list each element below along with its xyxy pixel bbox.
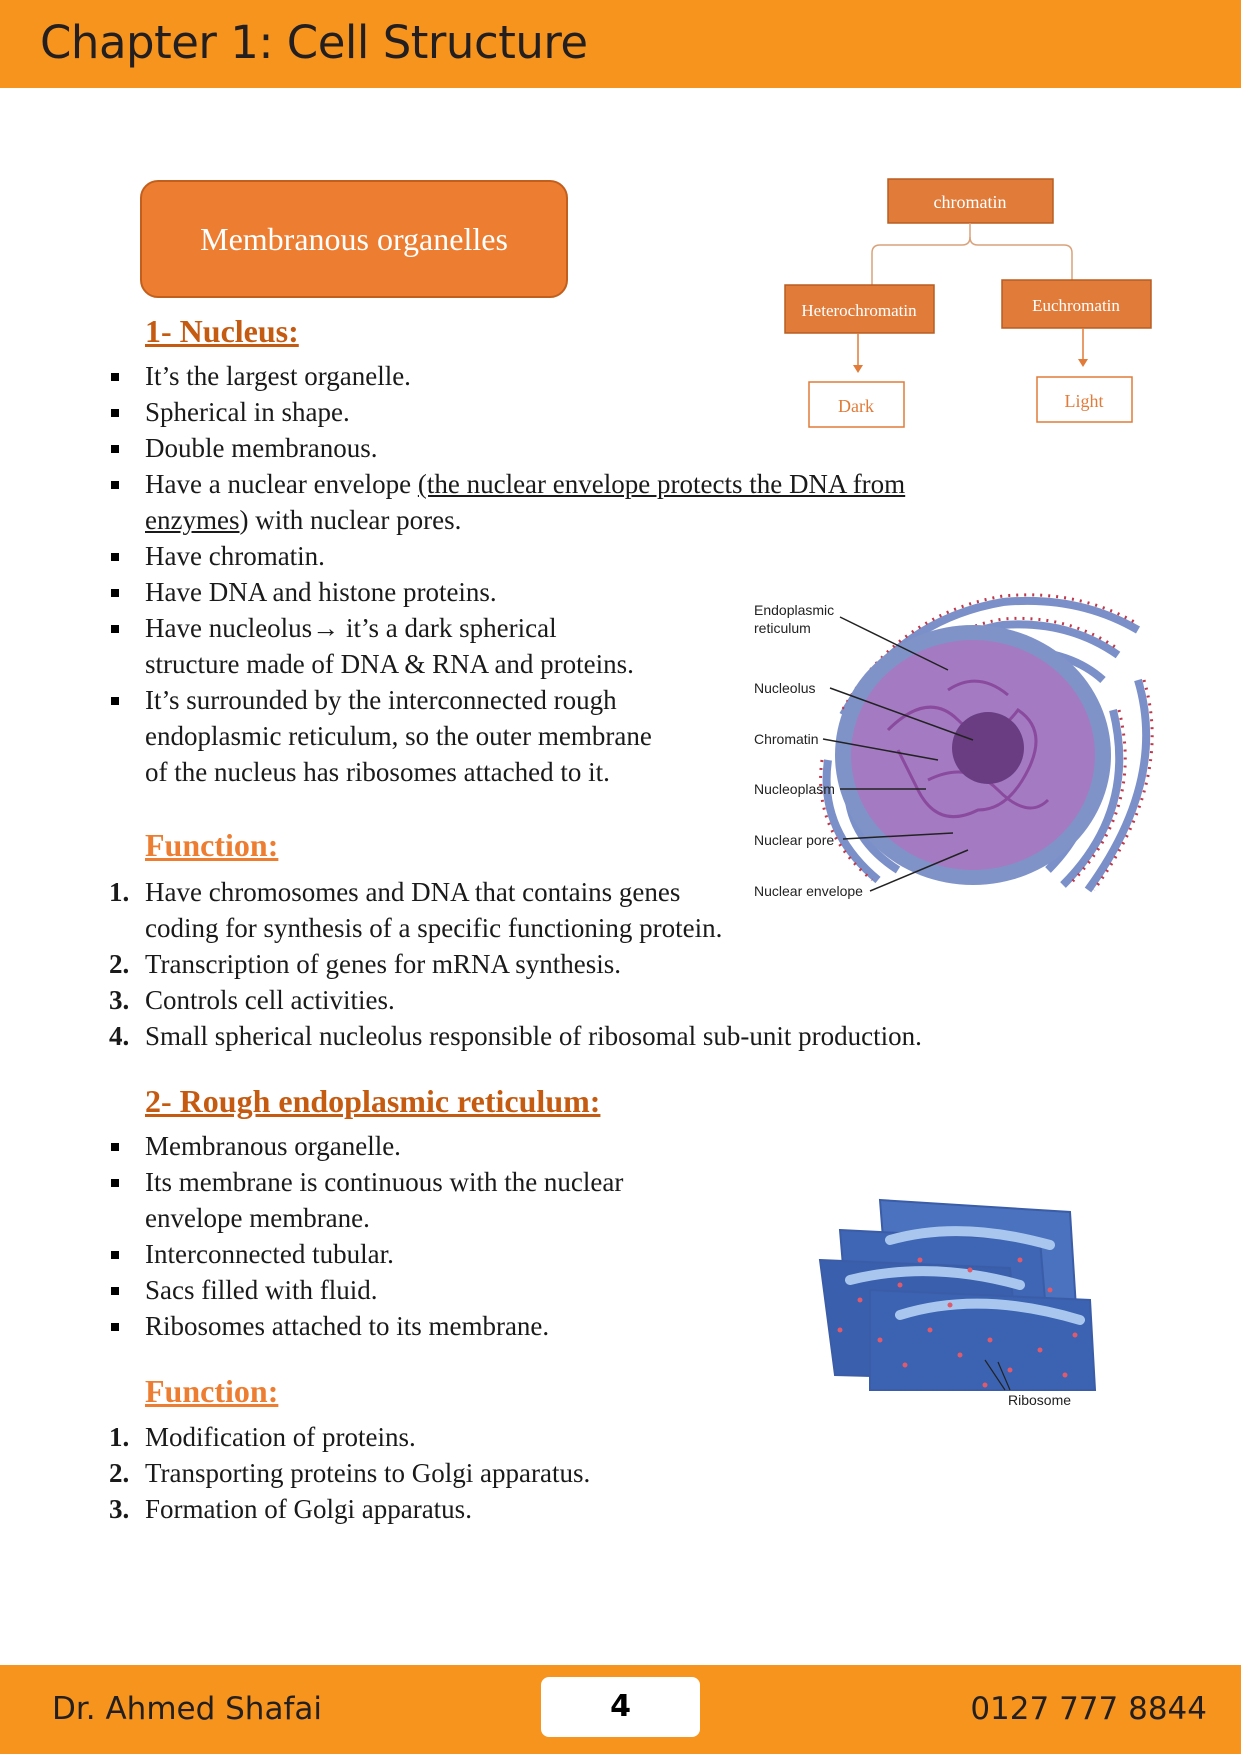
list-item bbox=[0, 874, 1000, 946]
chromatin-label: chromatin bbox=[933, 192, 1007, 212]
fig-label: Nuclear pore bbox=[754, 832, 835, 848]
phone-number: 0127 777 8844 bbox=[970, 1691, 1207, 1727]
list-item: Membranous organelle. bbox=[0, 1128, 800, 1164]
list-item bbox=[0, 982, 1000, 1018]
item-number: 1. bbox=[109, 1422, 130, 1452]
rer-figure bbox=[810, 1190, 1100, 1410]
nucleolus-shape bbox=[952, 712, 1024, 784]
rer-bullet-list bbox=[0, 1128, 800, 1344]
nucleus-heading: 1- Nucleus: bbox=[145, 313, 299, 349]
list-item bbox=[0, 1164, 800, 1236]
page-footer bbox=[0, 1665, 1241, 1754]
rer-text: Its membrane is continuous with the nuclear bbox=[145, 1167, 624, 1197]
light-label: Light bbox=[1064, 391, 1104, 411]
function-text: Transcription of genes for mRNA synthesis. bbox=[145, 949, 621, 979]
envelope-text: ) with nuclear pores. bbox=[239, 505, 462, 535]
rer-text: envelope membrane. bbox=[145, 1203, 370, 1233]
rer-function-list bbox=[0, 1419, 800, 1527]
function-text: Controls cell activities. bbox=[145, 985, 395, 1015]
section-title-box: Membranous organelles bbox=[140, 180, 568, 298]
list-item: Ribosomes attached to its membrane. bbox=[0, 1308, 800, 1344]
author-name: Dr. Ahmed Shafai bbox=[52, 1691, 322, 1727]
chapter-title: Chapter 1: Cell Structure bbox=[40, 16, 588, 69]
list-item: Double membranous. bbox=[0, 430, 1000, 466]
envelope-underlined: enzymes bbox=[145, 505, 240, 535]
page-header bbox=[0, 0, 1241, 88]
function-text: Formation of Golgi apparatus. bbox=[145, 1494, 472, 1524]
surrounded-line: It’s surrounded by the interconnected rough bbox=[145, 685, 617, 715]
list-item: It’s the largest organelle. bbox=[0, 358, 1000, 394]
item-number: 2. bbox=[109, 1458, 130, 1488]
list-item bbox=[0, 1018, 1000, 1054]
fig-label: reticulum bbox=[754, 620, 811, 636]
list-item bbox=[0, 466, 1000, 538]
nucleus-figure bbox=[748, 580, 1188, 910]
fig-label: Chromatin bbox=[754, 731, 819, 747]
envelope-underlined: (the nuclear envelope protects the DNA from bbox=[417, 469, 906, 499]
ribosome-label: Ribosome bbox=[1008, 1392, 1072, 1408]
list-item: Sacs filled with fluid. bbox=[0, 1272, 800, 1308]
heterochromatin-label: Heterochromatin bbox=[801, 301, 917, 320]
function-text: Have chromosomes and DNA that contains genes bbox=[145, 877, 681, 907]
envelope-text: Have a nuclear envelope bbox=[145, 469, 418, 499]
nucleus-function-heading: Function: bbox=[145, 827, 279, 863]
item-number: 3. bbox=[109, 985, 130, 1015]
fig-label: Nuclear envelope bbox=[754, 883, 863, 899]
function-text: coding for synthesis of a specific functioning protein. bbox=[145, 913, 723, 943]
function-text: Transporting proteins to Golgi apparatus. bbox=[145, 1458, 591, 1488]
rer-function-heading: Function: bbox=[145, 1373, 279, 1409]
nucleus-function-list bbox=[0, 874, 1000, 1054]
list-item: Have DNA and histone proteins. bbox=[0, 574, 1000, 610]
function-text: Modification of proteins. bbox=[145, 1422, 416, 1452]
list-item: Interconnected tubular. bbox=[0, 1236, 800, 1272]
fig-label: Nucleoplasm bbox=[754, 781, 835, 797]
item-number: 2. bbox=[109, 949, 130, 979]
item-number: 1. bbox=[109, 877, 130, 907]
item-number: 4. bbox=[109, 1021, 130, 1051]
surrounded-line: endoplasmic reticulum, so the outer membrane bbox=[145, 721, 652, 751]
list-item bbox=[0, 1491, 800, 1527]
function-text: Small spherical nucleolus responsible of ribosomal sub-unit production. bbox=[145, 1021, 922, 1051]
surrounded-line: of the nucleus has ribosomes attached to it. bbox=[145, 757, 610, 787]
fig-label: Endoplasmic bbox=[754, 602, 835, 618]
nucleolus-line: structure made of DNA & RNA and proteins. bbox=[145, 649, 634, 679]
list-item bbox=[0, 946, 1000, 982]
fig-label: Nucleolus bbox=[754, 680, 816, 696]
list-item: Spherical in shape. bbox=[0, 394, 1000, 430]
item-number: 3. bbox=[109, 1494, 130, 1524]
dark-label: Dark bbox=[838, 396, 874, 416]
list-item bbox=[0, 1455, 800, 1491]
nucleolus-line: Have nucleolus→ it’s a dark spherical bbox=[145, 613, 557, 643]
page-number: 4 bbox=[541, 1677, 700, 1737]
rer-heading: 2- Rough endoplasmic reticulum: bbox=[145, 1083, 601, 1119]
list-item: Have chromatin. bbox=[0, 538, 1000, 574]
list-item bbox=[0, 1419, 800, 1455]
euchromatin-label: Euchromatin bbox=[1032, 296, 1120, 315]
